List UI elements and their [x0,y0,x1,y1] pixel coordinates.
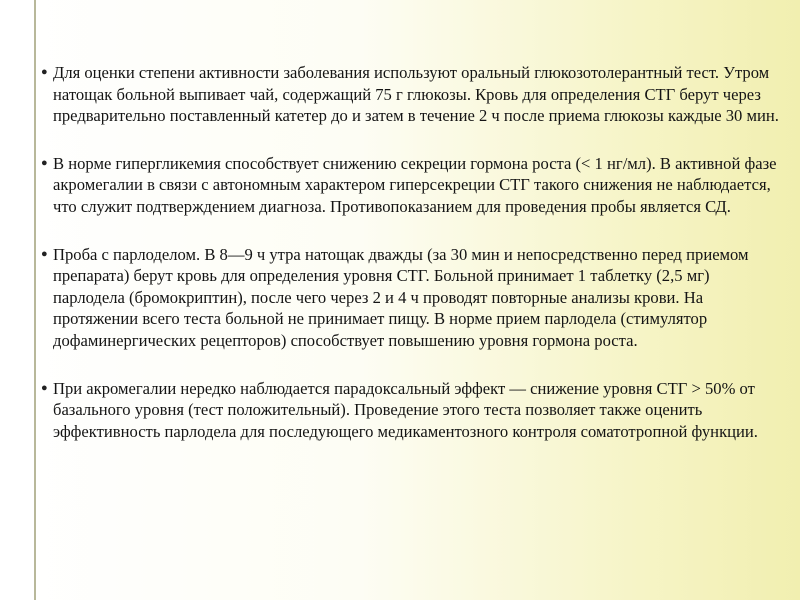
paragraph-3-text: Проба с парлоделом. В 8—9 ч утра натощак дважды (за 30 мин и непосредственно перед приемом препарата) берут кровь для определения уровня СТГ. Больной принимает 1 таблетку (2,5 мг) парлодела (бромокриптин), после чего через 2 и 4 ч проводят повторные анализы крови. На протяжении всего теста больной не принимает пищу. В норме прием парлодела (стимулятор дофаминергических рецепторов) способствует повышению уровня гормона роста. [53,244,749,350]
left-divider-line [34,0,36,600]
paragraph-2-text: В норме гипергликемия способствует снижению секреции гормона роста (< 1 нг/мл). В активной фазе акромегалии в связи с автономным характером гиперсекреции СТГ такого снижения не наблюдается, что служит подтверждением диагноза. Противопоказанием для проведения пробы является СД. [53,153,777,216]
bullet-dot-icon: ● [41,66,48,78]
paragraph-4-text: При акромегалии нередко наблюдается парадоксальный эффект — снижение уровня СТГ > 50% от базального уровня (тест положительный). Проведение этого теста позволяет также оценить эффективность парлодела для последующего медикаментозного контроля соматотропной функции. [53,378,758,441]
paragraph-1-text: Для оценки степени активности заболевания используют оральный глюкозотолерантный тест. Утром натощак больной выпивает чай, содержащий 75 г глюкозы. Кровь для определения СТГ берут через предварительно поставленный катетер до и затем в течение 2 ч после приема глюкозы каждые 30 мин. [53,63,779,126]
bullet-paragraph-2 [40,153,785,218]
left-margin-strip [0,0,34,600]
bullet-dot-icon: ● [41,381,48,394]
bullet-dot-icon: ● [41,247,48,260]
bullet-paragraph-3 [40,244,785,352]
bullet-paragraph-4 [40,378,785,443]
slide-body [40,62,785,442]
bullet-paragraph-1 [40,62,785,127]
bullet-dot-icon: ● [41,156,48,169]
